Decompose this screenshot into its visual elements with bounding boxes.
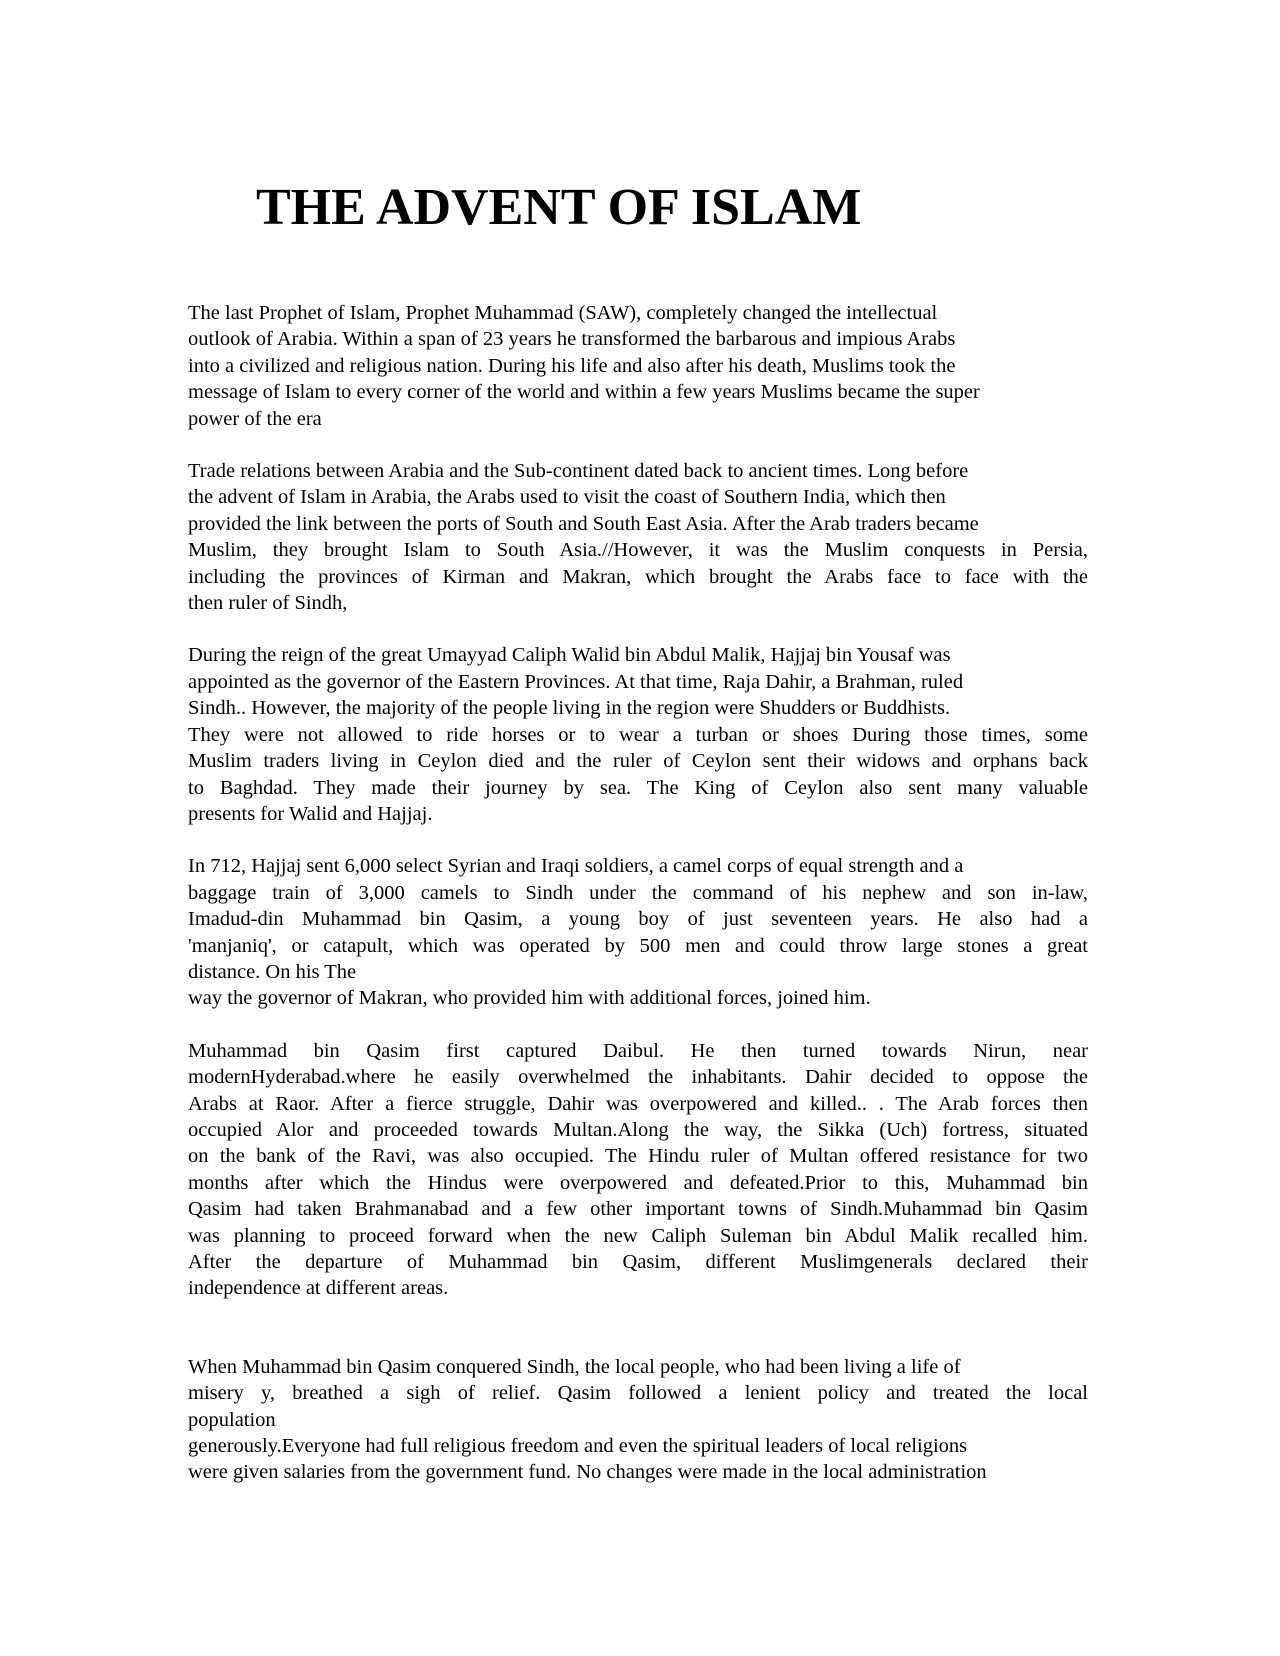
text-line: Arabs at Raor. After a fierce struggle, Dahir was overpowered and killed.. . The Arab forces then <box>188 1092 1088 1115</box>
text-line: months after which the Hindus were overpowered and defeated.Prior to this, Muhammad bin <box>188 1171 1088 1194</box>
text-line: Trade relations between Arabia and the Sub-continent dated back to ancient times. Long before <box>188 460 969 483</box>
text-line: When Muhammad bin Qasim conquered Sindh, the local people, who had been living a life of <box>188 1355 961 1378</box>
paragraph-4 <box>188 853 1088 1011</box>
text-line: appointed as the governor of the Eastern Provinces. At that time, Raja Dahir, a Brahman, ruled <box>188 670 964 693</box>
paragraph-1 <box>188 300 1088 432</box>
text-line: presents for Walid and Hajjaj. <box>188 802 433 825</box>
text-line: on the bank of the Ravi, was also occupied. The Hindu ruler of Multan offered resistance for two <box>188 1145 1088 1168</box>
text-line: baggage train of 3,000 camels to Sindh under the command of his nephew and son in-law, <box>188 881 1088 904</box>
text-line: 'manjaniq', or catapult, which was operated by 500 men and could throw large stones a great <box>188 934 1088 957</box>
paragraph-5 <box>188 1038 1088 1302</box>
text-line: independence at different areas. <box>188 1277 449 1300</box>
text-line: into a civilized and religious nation. During his life and also after his death, Muslims took the <box>188 354 956 377</box>
text-line: outlook of Arabia. Within a span of 23 years he transformed the barbarous and impious Arabs <box>188 328 956 351</box>
text-line: were given salaries from the government fund. No changes were made in the local administration <box>188 1461 987 1484</box>
text-line: During the reign of the great Umayyad Caliph Walid bin Abdul Malik, Hajjaj bin Yousaf was <box>188 644 951 667</box>
text-line: distance. On his The <box>188 960 357 983</box>
text-line: occupied Alor and proceeded towards Multan.Along the way, the Sikka (Uch) fortress, situated <box>188 1118 1088 1141</box>
text-line: Imadud-din Muhammad bin Qasim, a young boy of just seventeen years. He also had a <box>188 908 1088 931</box>
text-line: Qasim had taken Brahmanabad and a few other important towns of Sindh.Muhammad bin Qasim <box>188 1198 1088 1221</box>
text-line: generously.Everyone had full religious freedom and even the spiritual leaders of local religions <box>188 1435 968 1458</box>
text-line: way the governor of Makran, who provided him with additional forces, joined him. <box>188 987 871 1010</box>
text-line: Muslim, they brought Islam to South Asia.//However, it was the Muslim conquests in Persia, <box>188 539 1088 562</box>
text-line: modernHyderabad.where he easily overwhelmed the inhabitants. Dahir decided to oppose the <box>188 1066 1088 1089</box>
text-line: Muslim traders living in Ceylon died and the ruler of Ceylon sent their widows and orphans back <box>188 750 1088 773</box>
text-line: message of Islam to every corner of the world and within a few years Muslims became the super <box>188 381 980 404</box>
paragraph-2 <box>188 458 1088 616</box>
text-line: the advent of Islam in Arabia, the Arabs used to visit the coast of Southern India, which then <box>188 486 946 509</box>
text-line: then ruler of Sindh, <box>188 592 348 615</box>
paragraph-3 <box>188 642 1088 827</box>
text-line: provided the link between the ports of South and South East Asia. After the Arab traders became <box>188 512 979 535</box>
text-line: After the departure of Muhammad bin Qasim, different Muslimgenerals declared their <box>188 1251 1088 1273</box>
text-line: power of the era <box>188 407 322 430</box>
page-title: THE ADVENT OF ISLAM <box>256 179 862 236</box>
text-line: misery y, breathed a sigh of relief. Qasim followed a lenient policy and treated the local <box>188 1382 1088 1405</box>
text-line: Muhammad bin Qasim first captured Daibul. He then turned towards Nirun, near <box>188 1039 1088 1062</box>
text-line: Sindh.. However, the majority of the people living in the region were Shudders or Buddhists. <box>188 697 951 720</box>
document-body <box>188 300 1088 1512</box>
text-line: was planning to proceed forward when the new Caliph Suleman bin Abdul Malik recalled him. <box>188 1224 1088 1247</box>
text-line: The last Prophet of Islam, Prophet Muhammad (SAW), completely changed the intellectual <box>188 302 938 324</box>
paragraph-6 <box>188 1354 1088 1486</box>
text-line: population <box>188 1408 276 1431</box>
text-line: In 712, Hajjaj sent 6,000 select Syrian and Iraqi soldiers, a camel corps of equal strength and a <box>188 855 964 878</box>
text-line: including the provinces of Kirman and Makran, which brought the Arabs face to face with the <box>188 565 1088 588</box>
text-line: to Baghdad. They made their journey by sea. The King of Ceylon also sent many valuable <box>188 776 1088 799</box>
text-line: They were not allowed to ride horses or to wear a turban or shoes During those times, some <box>188 723 1088 746</box>
